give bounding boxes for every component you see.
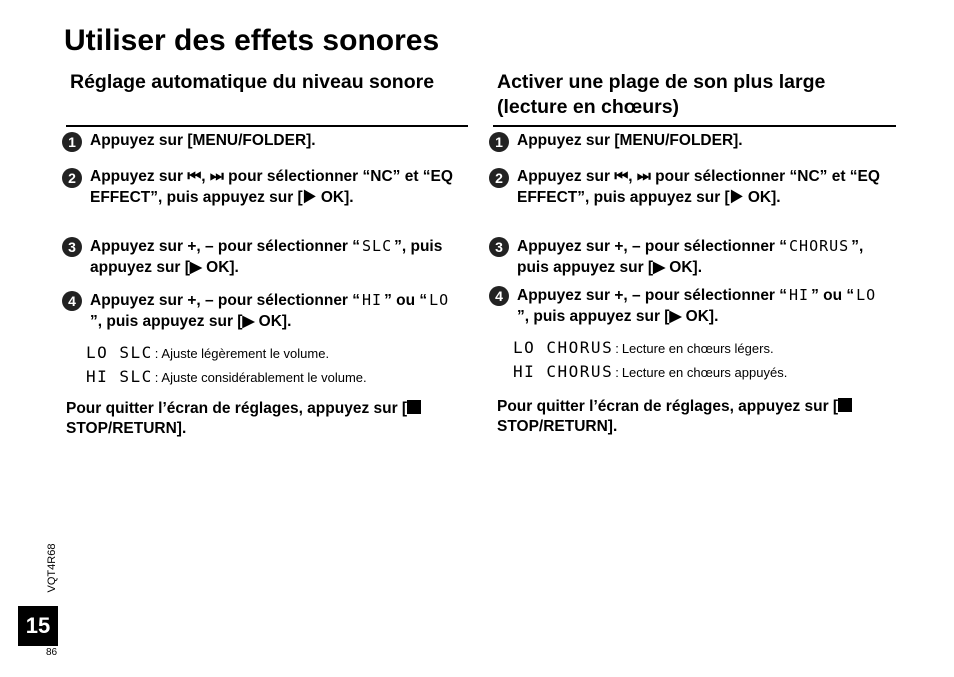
left-column	[66, 68, 468, 437]
step-text-part: ”, puis appuyez sur [▶ OK].	[90, 312, 292, 330]
lcd-display-text: HI CHORUS	[513, 362, 614, 381]
step-number-badge: 2	[489, 168, 509, 188]
option-description: Lecture en chœurs légers.	[621, 341, 774, 356]
lcd-display-text: LO	[856, 286, 877, 304]
step-number-badge: 4	[489, 286, 509, 306]
step-number-badge: 3	[489, 237, 509, 257]
option-description: Ajuste légèrement le volume.	[161, 346, 330, 361]
quit-text: STOP/RETURN].	[497, 418, 618, 435]
lcd-display-text: SLC	[362, 237, 393, 255]
stop-square-icon	[838, 398, 852, 412]
step-text	[90, 290, 462, 332]
option-row	[86, 343, 329, 364]
lcd-display-text: HI	[362, 291, 383, 309]
option-description: Lecture en chœurs appuyés.	[621, 365, 788, 380]
separator: :	[154, 370, 159, 385]
step-number-badge: 2	[62, 168, 82, 188]
step-text: Appuyez sur ⏮, ⏭ pour sélectionner “NC” et “EQ EFFECT”, puis appuyez sur [▶ OK].	[90, 168, 453, 206]
option-row	[86, 367, 367, 388]
lcd-display-text: HI SLC	[86, 367, 153, 386]
stop-square-icon	[407, 400, 421, 414]
step-text-part: ”, puis appuyez sur [▶ OK].	[517, 307, 719, 325]
quit-text: Pour quitter l’écran de réglages, appuyez sur [	[497, 398, 839, 415]
right-section-heading: Activer une plage de son plus large (lecture en chœurs)	[493, 68, 896, 127]
step-text-part: Appuyez sur +, – pour sélectionner “	[90, 292, 361, 309]
step-text-part: Appuyez sur +, – pour sélectionner “	[517, 287, 788, 304]
quit-text: STOP/RETURN].	[66, 420, 187, 437]
step-text-part: ”, puis appuyez sur [▶ OK].	[517, 238, 864, 276]
quit-text: Pour quitter l’écran de réglages, appuyez sur [	[66, 400, 408, 417]
lcd-display-text: CHORUS	[789, 237, 850, 255]
quit-instruction	[497, 397, 897, 437]
quit-instruction	[66, 399, 466, 439]
page-sub-number: 86	[46, 647, 58, 658]
option-row	[513, 362, 787, 383]
page-title: Utiliser des effets sonores	[64, 24, 440, 57]
step-text	[517, 285, 889, 327]
lcd-display-text: HI	[789, 286, 810, 304]
step-number-badge: 3	[62, 237, 82, 257]
separator: :	[615, 341, 619, 356]
page-number-badge: 15	[18, 606, 58, 646]
document-code	[46, 540, 58, 600]
lcd-display-text: LO	[429, 291, 450, 309]
option-description: Ajuste considérablement le volume.	[161, 370, 367, 385]
document-code-text: VQT4R68	[46, 543, 58, 593]
step-text-part: ”, puis appuyez sur [▶ OK].	[90, 238, 443, 276]
step-number-badge: 1	[489, 132, 509, 152]
separator: :	[615, 365, 619, 380]
separator: :	[154, 346, 159, 361]
lcd-display-text: LO CHORUS	[513, 338, 614, 357]
step-text-part: Appuyez sur +, – pour sélectionner “	[90, 238, 361, 255]
step-text: Appuyez sur [MENU/FOLDER].	[517, 132, 743, 149]
step-text-part: Appuyez sur +, – pour sélectionner “	[517, 238, 788, 255]
step-text	[517, 236, 889, 278]
step-text	[90, 236, 462, 278]
step-number-badge: 1	[62, 132, 82, 152]
option-row	[513, 338, 774, 359]
left-section-heading: Réglage automatique du niveau sonore	[66, 68, 468, 127]
step-text: Appuyez sur [MENU/FOLDER].	[90, 132, 316, 149]
step-text-part: ” ou “	[384, 292, 428, 309]
right-column	[493, 68, 896, 435]
lcd-display-text: LO SLC	[86, 343, 153, 362]
step-text-part: ” ou “	[811, 287, 855, 304]
step-text: Appuyez sur ⏮, ⏭ pour sélectionner “NC” et “EQ EFFECT”, puis appuyez sur [▶ OK].	[517, 168, 880, 206]
step-number-badge: 4	[62, 291, 82, 311]
